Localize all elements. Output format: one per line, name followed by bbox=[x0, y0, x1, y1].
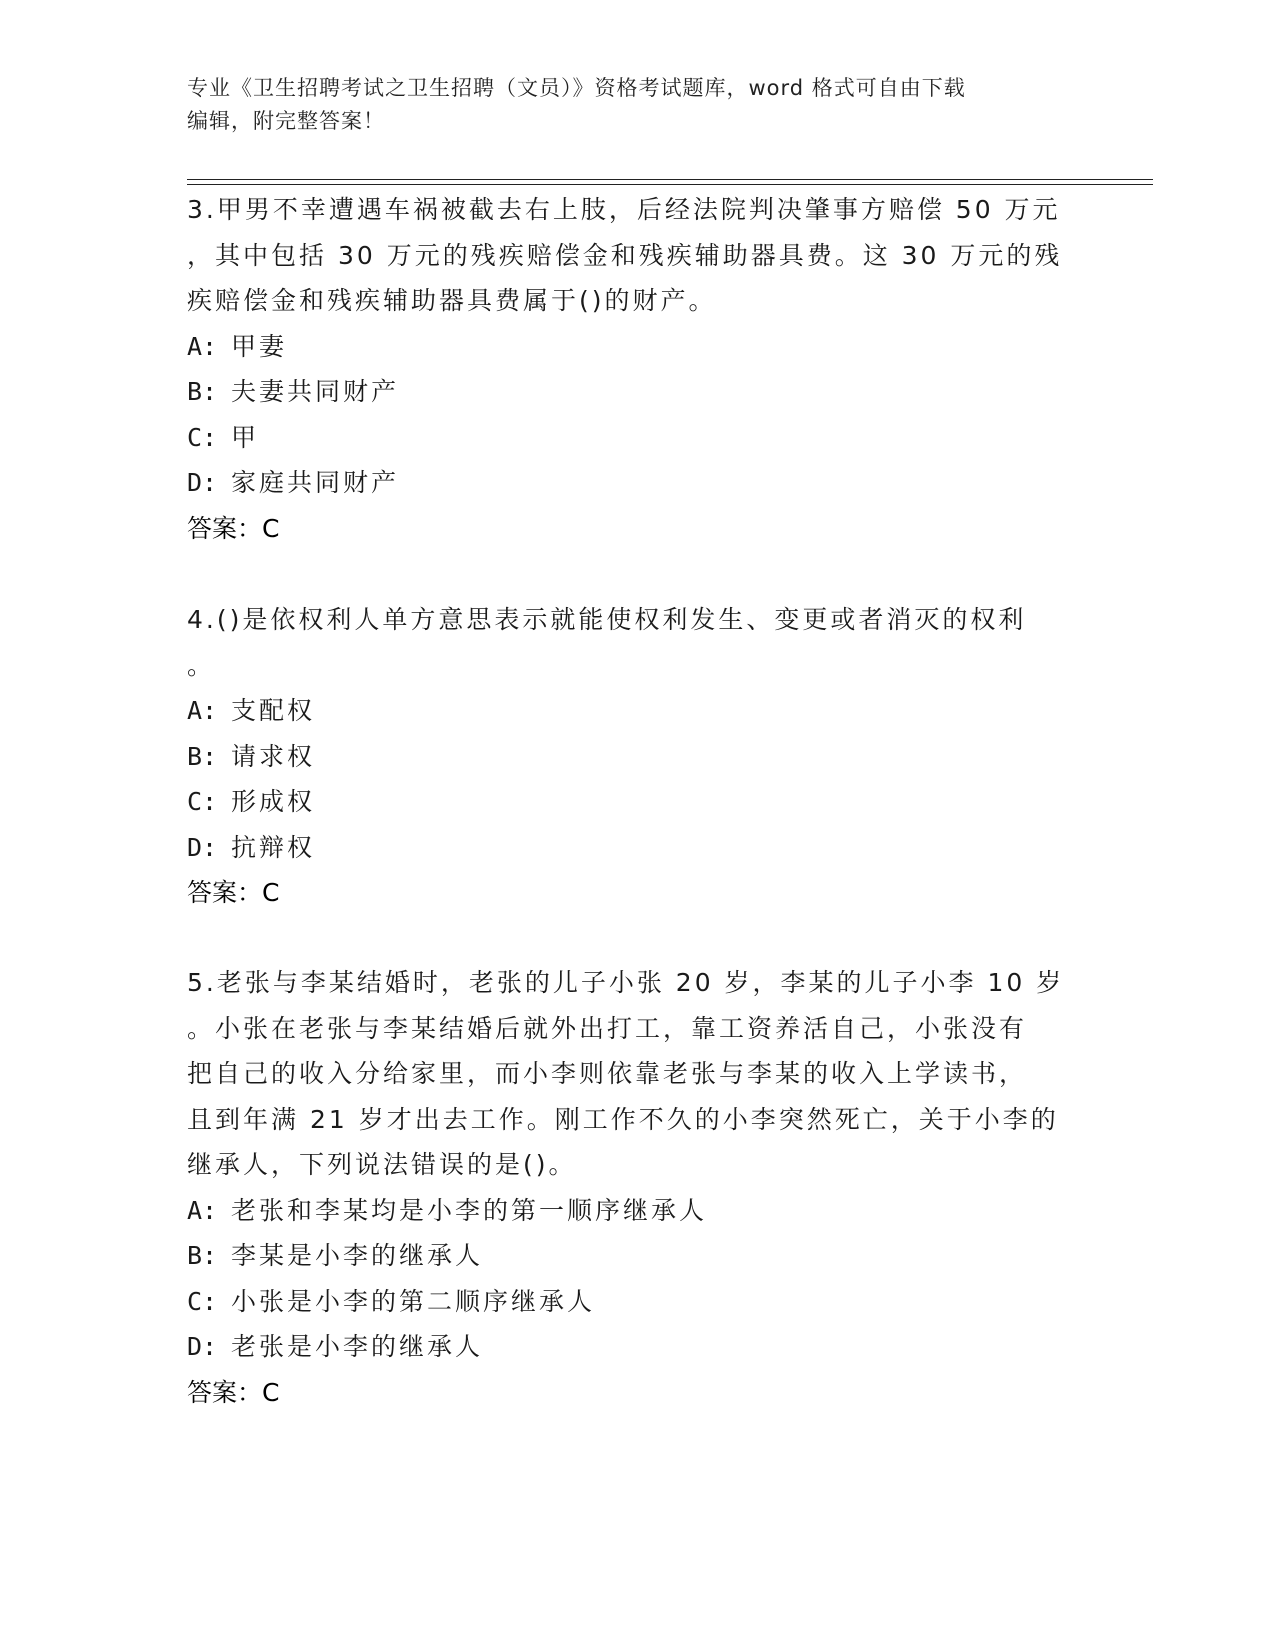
option-text: 甲妻 bbox=[231, 331, 288, 361]
option-key: C: bbox=[187, 787, 218, 816]
header-line-2: 编辑，附完整答案！ bbox=[187, 109, 385, 133]
option-c bbox=[187, 779, 1077, 825]
option-key: D: bbox=[187, 468, 218, 497]
option-text: 家庭共同财产 bbox=[231, 468, 400, 497]
header-divider-top bbox=[187, 179, 1153, 180]
option-b bbox=[187, 1233, 1077, 1279]
option-key: D: bbox=[187, 1332, 218, 1361]
answer-label: 答案： bbox=[187, 878, 263, 907]
option-text: 老张和李某均是小李的第一顺序继承人 bbox=[231, 1195, 708, 1225]
option-d bbox=[187, 1324, 1077, 1370]
answer-label: 答案： bbox=[187, 1377, 263, 1407]
option-text: 形成权 bbox=[231, 787, 316, 816]
option-key: A: bbox=[187, 1195, 218, 1225]
option-key: B: bbox=[187, 741, 218, 771]
option-text: 支配权 bbox=[231, 696, 316, 725]
option-a bbox=[187, 324, 1077, 370]
option-text: 甲 bbox=[231, 422, 260, 452]
stem-line: 5.老张与李某结婚时，老张的儿子小张 20 岁，李某的儿子小李 10 岁 bbox=[187, 968, 1065, 997]
stem-line: 。小张在老张与李某结婚后就外出打工，靠工资养活自己，小张没有 bbox=[187, 1013, 1028, 1043]
question-stem bbox=[187, 187, 1077, 324]
stem-line: 且到年满 21 岁才出去工作。刚工作不久的小李突然死亡，关于小李的 bbox=[187, 1104, 1059, 1134]
option-d bbox=[187, 460, 1077, 506]
document-header bbox=[187, 72, 1067, 138]
header-divider-bottom bbox=[187, 184, 1153, 185]
answer bbox=[187, 506, 1077, 552]
option-text: 老张是小李的继承人 bbox=[231, 1332, 484, 1361]
option-key: C: bbox=[187, 1286, 218, 1316]
stem-line: ，其中包括 30 万元的残疾赔偿金和残疾辅助器具费。这 30 万元的残 bbox=[187, 240, 1063, 270]
question-3 bbox=[187, 187, 1077, 551]
question-5 bbox=[187, 960, 1077, 1415]
option-text: 抗辩权 bbox=[231, 832, 316, 862]
question-stem bbox=[187, 960, 1077, 1188]
answer-value: C bbox=[262, 878, 280, 907]
answer-label: 答案： bbox=[187, 513, 263, 543]
stem-line: 继承人，下列说法错误的是()。 bbox=[187, 1150, 577, 1179]
stem-line: 4.()是依权利人单方意思表示就能使权利发生、变更或者消灭的权利 bbox=[187, 605, 1027, 634]
stem-line: 疾赔偿金和残疾辅助器具费属于()的财产。 bbox=[187, 286, 717, 315]
option-text: 请求权 bbox=[231, 741, 316, 771]
option-c bbox=[187, 1279, 1077, 1325]
option-key: C: bbox=[187, 422, 218, 452]
option-b bbox=[187, 734, 1077, 780]
option-text: 李某是小李的继承人 bbox=[231, 1241, 484, 1270]
option-a bbox=[187, 688, 1077, 734]
question-stem bbox=[187, 597, 1077, 688]
answer-value: C bbox=[262, 1377, 280, 1407]
answer bbox=[187, 1370, 1077, 1416]
option-text: 夫妻共同财产 bbox=[231, 377, 400, 406]
option-key: A: bbox=[187, 331, 218, 361]
option-b bbox=[187, 369, 1077, 415]
stem-line: 把自己的收入分给家里，而小李则依靠老张与李某的收入上学读书， bbox=[187, 1059, 1028, 1088]
option-a bbox=[187, 1188, 1077, 1234]
answer bbox=[187, 870, 1077, 916]
answer-value: C bbox=[262, 513, 280, 543]
option-c bbox=[187, 415, 1077, 461]
option-key: A: bbox=[187, 696, 218, 725]
question-4 bbox=[187, 597, 1077, 916]
stem-line: 3.甲男不幸遭遇车祸被截去右上肢，后经法院判决肇事方赔偿 50 万元 bbox=[187, 195, 1061, 224]
stem-line: 。 bbox=[187, 650, 216, 680]
option-key: D: bbox=[187, 832, 218, 862]
option-d bbox=[187, 825, 1077, 871]
header-line-1: 专业《卫生招聘考试之卫生招聘（文员）》资格考试题库，word 格式可自由下载 bbox=[187, 76, 966, 100]
option-key: B: bbox=[187, 1241, 218, 1270]
option-key: B: bbox=[187, 377, 218, 406]
option-text: 小张是小李的第二顺序继承人 bbox=[231, 1286, 596, 1316]
